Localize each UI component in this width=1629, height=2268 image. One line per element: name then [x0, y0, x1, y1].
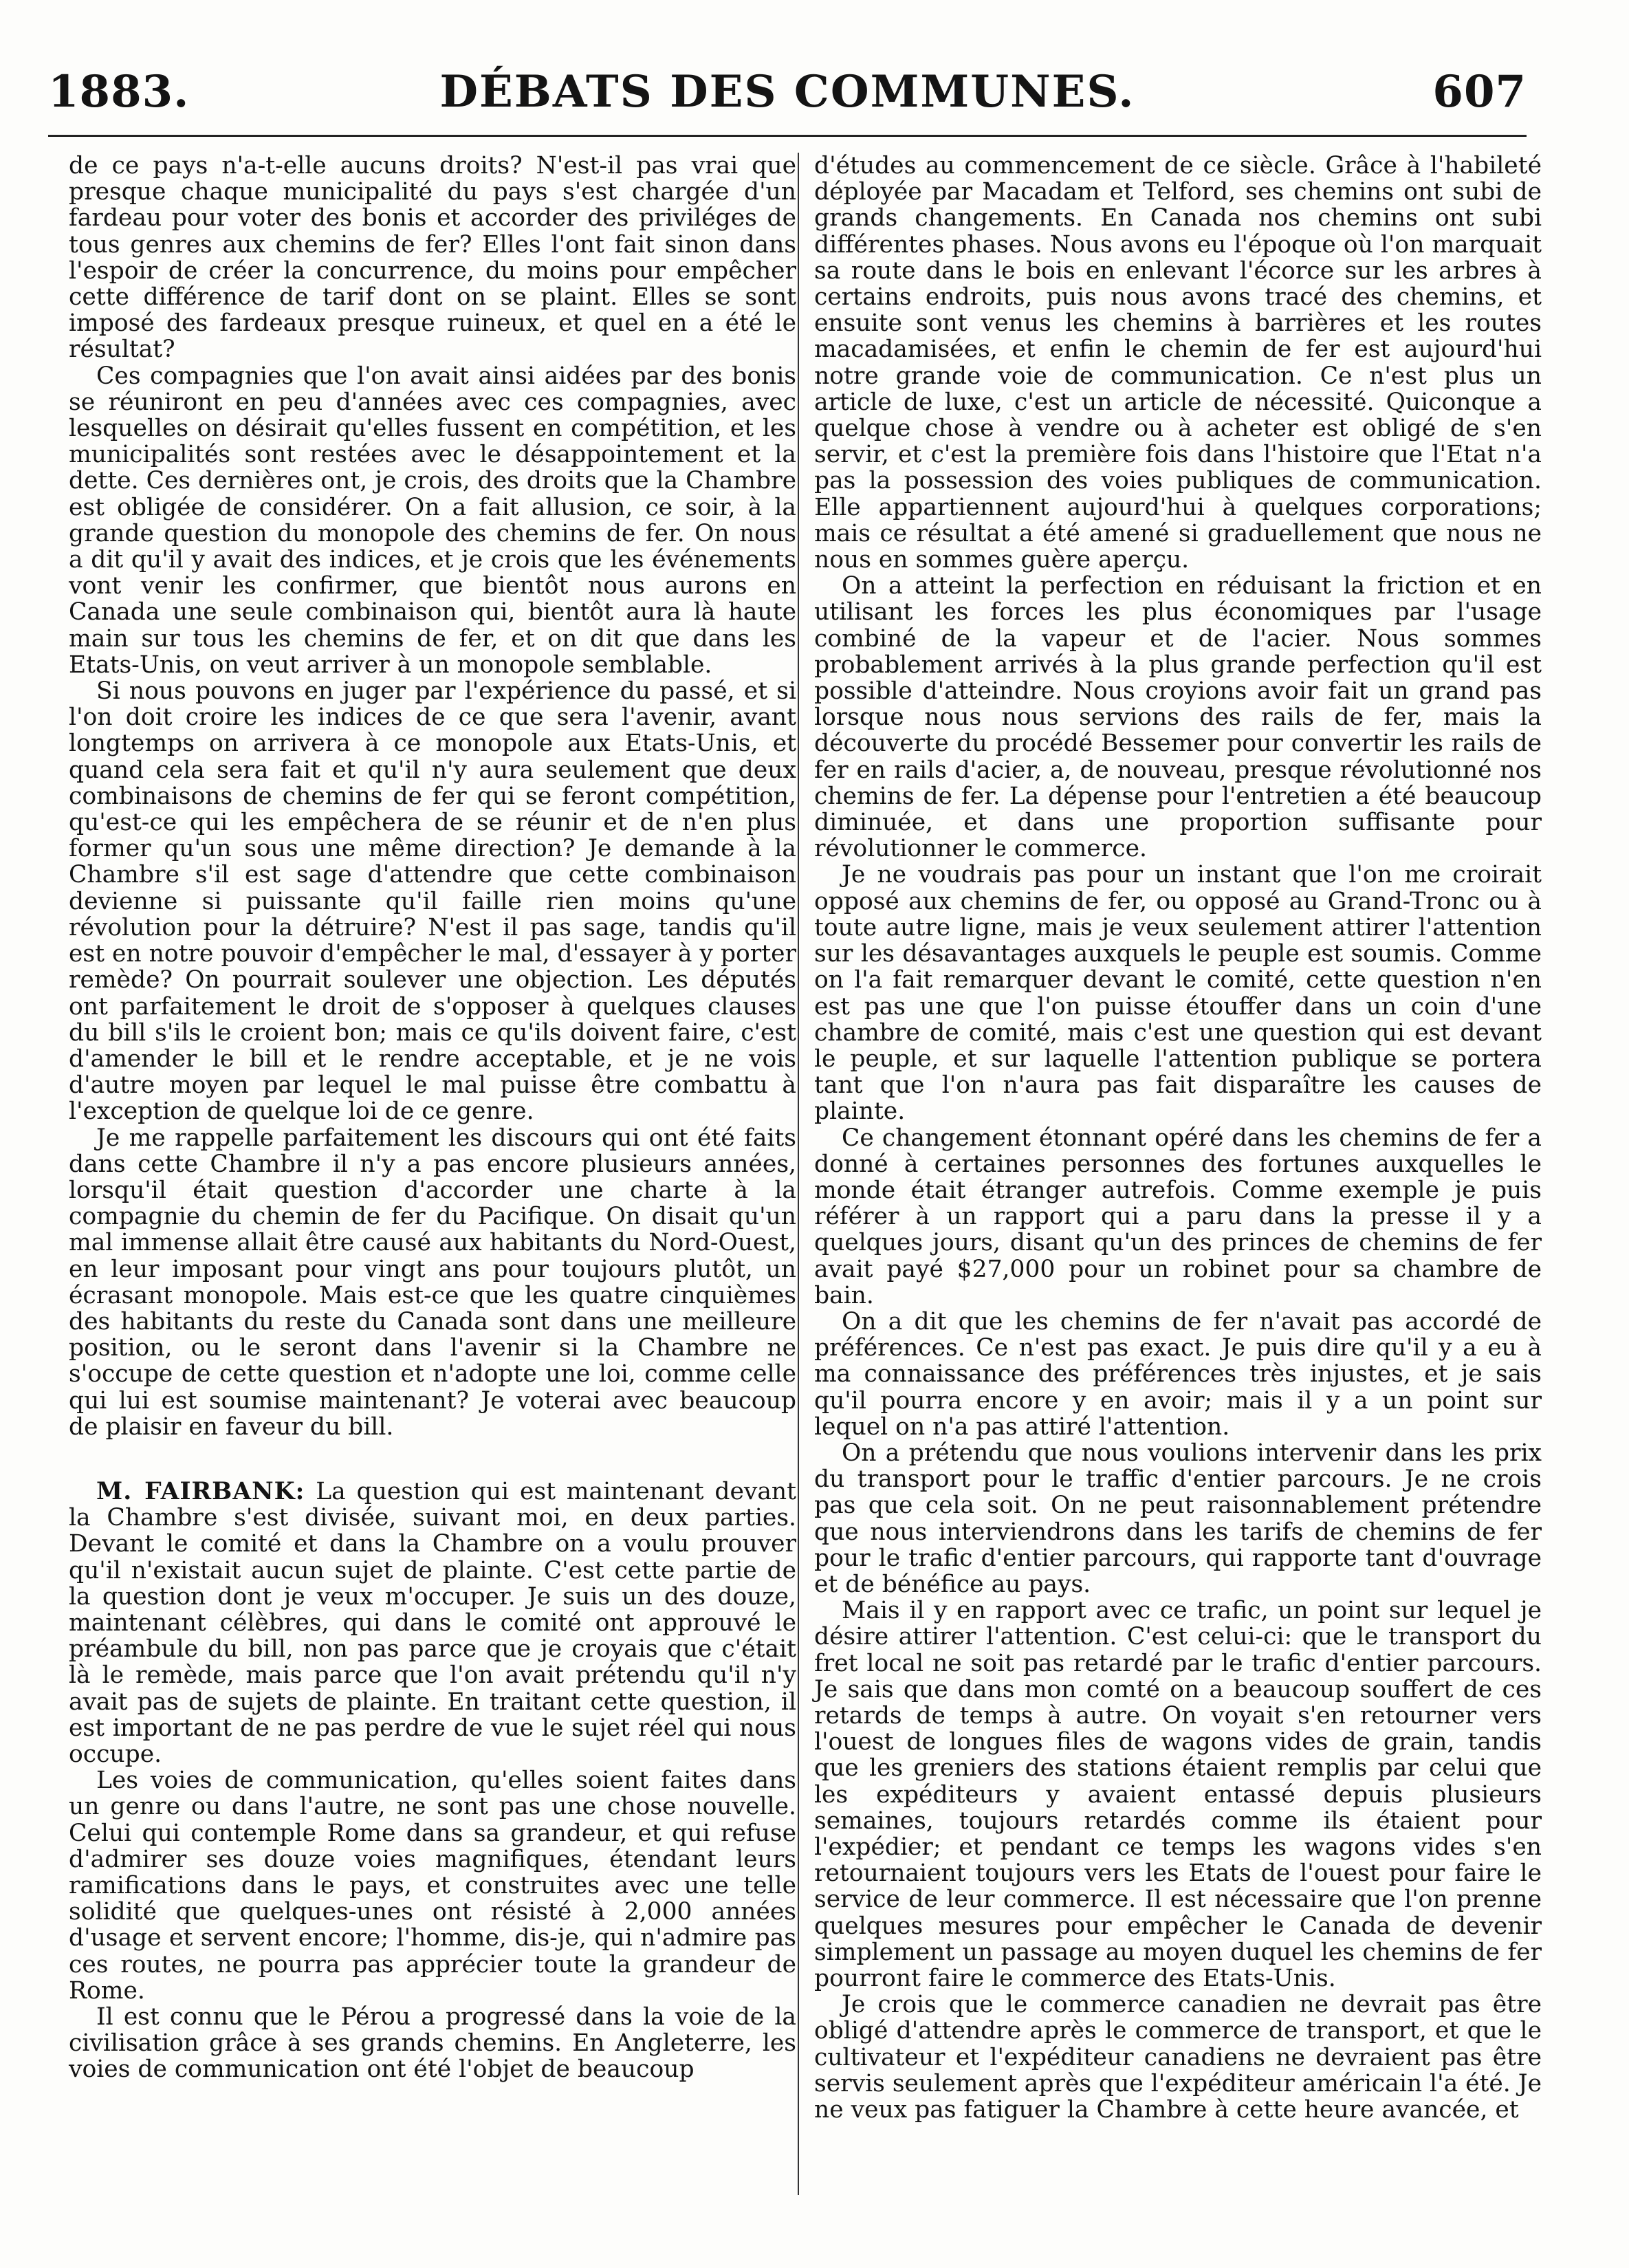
- paragraph: On a dit que les chemins de fer n'avait pas accordé de préférences. Ce n'est pas exact. Je puis dire qu'il y a eu à ma connaissance des préférences très injustes, et je sais qu'il pourra encore y en avoir; mais il y a un point sur lequel on n'a pas attiré l'attention.: [814, 1307, 1542, 1441]
- header-title: DÉBATS DES COMMUNES.: [439, 66, 1135, 118]
- column-divider: [798, 153, 799, 2195]
- header-rule: [48, 135, 1527, 137]
- paragraph: Je ne voudrais pas pour un instant que l'on me croirait opposé aux chemins de fer, ou opposé au Grand-Tronc ou à toute autre ligne, mais je veux seulement attirer l'attention sur les désavantages auxquels le peuple est soumis. Comme on l'a fait remarquer devant le comité, cette question n'en est pas une que l'on puisse étouffer dans un coin d'une chambre de comité, mais c'est une question qui est devant le peuple, et sur laquelle l'attention publique se portera tant que l'on n'aura pas fait disparaître les causes de plainte.: [814, 861, 1542, 1126]
- paragraph: Il est connu que le Pérou a progressé dans la voie de la civilisation grâce à ses grands chemins. En Angleterre, les voies de communication ont été l'objet de beaucoup: [69, 2003, 796, 2084]
- paragraph: Ces compagnies que l'on avait ainsi aidées par des bonis se réuniront en peu d'années avec ces compagnies, avec lesquelles on désirait qu'elles fussent en compétition, et les municipalités sont restées avec le désappointement et la dette. Ces dernières ont, je crois, des droits que la Chambre est obligée de considérer. On a fait allusion, ce soir, à la grande question du monopole des chemins de fer. On nous a dit qu'il y avait des indices, et je crois que les événements vont venir les confirmer, que bientôt nous aurons en Canada une seule combinaison qui, bientôt aura là haute main sur tous les chemins de fer, et on dit que dans les Etats-Unis, on veut arriver à un monopole semblable.: [69, 362, 796, 679]
- page-header: [48, 66, 1527, 121]
- paragraph: Ce changement étonnant opéré dans les chemins de fer a donné à certaines personnes des fortunes auxquelles le monde était étranger autrefois. Comme exemple je puis référer à un rapport qui a paru dans la presse il y a quelques jours, disant qu'un des princes de chemins de fer avait payé $27,000 pour un robinet pour sa chambre de bain.: [814, 1124, 1542, 1309]
- header-page-number: 607: [1432, 66, 1527, 118]
- paragraph: d'études au commencement de ce siècle. Grâce à l'habileté déployée par Macadam et Telford, ses chemins ont subi de grands changements. En Canada nos chemins ont subi différentes phases. Nous avons eu l'époque où l'on marquait sa route dans le bois en enlevant l'écorce sur les arbres à certains endroits, puis nous avons tracé des chemins, et ensuite sont venus les chemins à barrières et les routes macadamisées, et enfin le chemin de fer est aujourd'hui notre grande voie de communication. Ce n'est plus un article de luxe, c'est un article de nécessité. Quiconque a quelque chose à vendre ou à acheter est obligé de s'en servir, et c'est la première fois dans l'histoire que l'Etat n'a pas la possession des voies publiques de communication. Elle appartiennent aujourd'hui à quelques corporations; mais ce résultat a été amené si graduellement que nous ne nous en sommes guère aperçu.: [814, 152, 1542, 574]
- speech-paragraph: [69, 1479, 796, 1767]
- paragraph: On a prétendu que nous voulions intervenir dans les prix du transport pour le traffic d'entier parcours. Je ne crois pas que cela soit. On ne peut raisonnablement prétendre que nous interviendrons dans les tarifs de chemins de fer pour le trafic d'entier parcours, qui rapporte tant d'ouvrage et de bénéfice au pays.: [814, 1439, 1542, 1598]
- speech-text: La question qui est maintenant devant la Chambre s'est divisée, suivant moi, en deux parties. Devant le comité et dans la Chambre on a voulu prouver qu'il n'existait aucun sujet de plainte. C'est cette partie de la question dont je veux m'occuper. Je suis un des douze, maintenant célèbres, qui dans le comité ont approuvé le préambule du bill, non pas parce que je croyais que c'était là le remède, mais parce que l'on avait prétendu qu'il n'y avait pas de sujets de plainte. En traitant cette question, il est important de ne pas perdre de vue le sujet réel qui nous occupe.: [69, 1477, 797, 1768]
- left-column: [69, 153, 796, 2083]
- paragraph: de ce pays n'a-t-elle aucuns droits? N'est-il pas vrai que presque chaque municipalité du pays s'est chargée d'un fardeau pour voter des bonis et accorder des priviléges de tous genres aux chemins de fer? Elles l'ont fait sinon dans l'espoir de créer la concurrence, du moins pour empêcher cette différence de tarif dont on se plaint. Elles se sont imposé des fardeaux presque ruineux, et quel en a été le résultat?: [69, 152, 796, 364]
- paragraph: Les voies de communication, qu'elles soient faites dans un genre ou dans l'autre, ne sont pas une chose nouvelle. Celui qui contemple Rome dans sa grandeur, et qui refuse d'admirer ses douze voies magnifiques, étendant leurs ramifications dans le pays, et construites avec une telle solidité que quelques-unes ont résisté à 2,000 années d'usage et servent encore; l'homme, dis-je, qui n'admire pas ces routes, ne pourra pas apprécier toute la grandeur de Rome.: [69, 1767, 796, 2005]
- right-column: [814, 153, 1542, 2123]
- paragraph: Mais il y en rapport avec ce trafic, un point sur lequel je désire attirer l'attention. C'est celui-ci: que le transport du fret local ne soit pas retardé par le trafic d'entier parcours. Je sais que dans mon comté on a beaucoup souffert de ces retards de temps à autre. On voyait s'en retourner vers l'ouest de longues files de wagons vides de grain, tandis que les greniers des stations étaient remplis par celui que les expéditeurs y avaient entassé depuis plusieurs semaines, toujours retardés comme ils étaient pour l'expédier; et pendant ce temps les wagons vides s'en retournaient toujours vers les Etats de l'ouest pour faire le service de leur commerce. Il est nécessaire que l'on prenne quelques mesures pour empêcher le Canada de devenir simplement un passage au moyen duquel les chemins de fer pourront faire le commerce des Etats-Unis.: [814, 1597, 1542, 1993]
- paragraph: Je me rappelle parfaitement les discours qui ont été faits dans cette Chambre il n'y a pas encore plusieurs années, lorsqu'il était question d'accorder une charte à la compagnie du chemin de fer du Pacifique. On disait qu'un mal immense allait être causé aux habitants du Nord-Ouest, en leur imposant pour vingt ans pour toujours plutôt, un écrasant monopole. Mais est-ce que les quatre cinquièmes des habitants du reste du Canada sont dans une meilleure position, ou le seront dans l'avenir si la Chambre ne s'occupe de cette question et n'adopte une loi, comme celle qui lui est soumise maintenant? Je voterai avec beaucoup de plaisir en faveur du bill.: [69, 1124, 796, 1441]
- paragraph: On a atteint la perfection en réduisant la friction et en utilisant les forces les plus économiques par l'usage combiné de la vapeur et de l'acier. Nous sommes probablement arrivés à la plus grande perfection qu'il est possible d'atteindre. Nous croyions avoir fait un grand pas lorsque nous nous servions des rails de fer, mais la découverte du procédé Bessemer pour convertir les rails de fer en rails d'acier, a, de nouveau, presque révolutionné nos chemins de fer. La dépense pour l'entretien a été beaucoup diminuée, et dans une proportion suffisante pour révolutionner le commerce.: [814, 572, 1542, 863]
- paragraph: Je crois que le commerce canadien ne devrait pas être obligé d'attendre après le commerce de transport, et que le cultivateur et l'expéditeur canadiens ne devraient pas être servis seulement après que l'expéditeur américain l'a été. Je ne veux pas fatiguer la Chambre à cette heure avancée, et: [814, 1991, 1542, 2124]
- paragraph: Si nous pouvons en juger par l'expérience du passé, et si l'on doit croire les indices de ce que sera l'avenir, avant longtemps on arrivera à ce monopole aux Etats-Unis, et quand cela sera fait et qu'il n'y aura seulement que deux combinaisons de chemins de fer qui se feront compétition, qu'est-ce qui les empêchera de se réunir et de n'en plus former qu'un sous une même direction? Je demande à la Chambre s'il est sage d'attendre que cette combinaison devienne si puissante qu'il faille rien moins qu'une révolution pour la détruire? N'est il pas sage, tandis qu'il est en notre pouvoir d'empêcher le mal, d'essayer à y porter remède? On pourrait soulever une objection. Les députés ont parfaitement le droit de s'opposer à quelques clauses du bill s'ils le croient bon; mais ce qu'ils doivent faire, c'est d'amender le bill et le rendre acceptable, et je ne vois d'autre moyen par lequel le mal puisse être combattu à l'exception de quelque loi de ce genre.: [69, 677, 796, 1126]
- header-year: 1883.: [48, 66, 190, 118]
- speaker-name: M. FAIRBANK:: [96, 1477, 305, 1505]
